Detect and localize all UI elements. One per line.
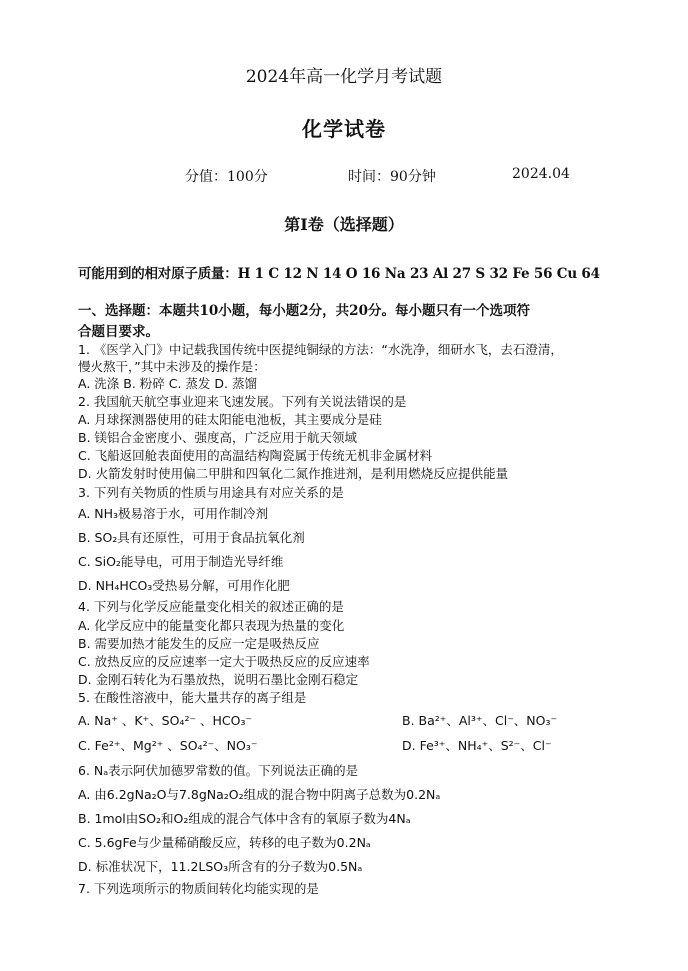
q4-option-d: D. 金刚石转化为石墨放热，说明石墨比金刚石稳定 xyxy=(78,672,359,687)
q3-stem: 3. 下列有关物质的性质与用途具有对应关系的是 xyxy=(78,485,344,500)
q4-stem: 4. 下列与化学反应能量变化相关的叙述正确的是 xyxy=(78,599,344,614)
score-info: 分值：100分 xyxy=(185,169,268,185)
q2-stem: 2. 我国航天航空事业迎来飞速发展。下列有关说法错误的是 xyxy=(78,394,407,409)
atomic-masses: 可能用到的相对原子质量：H 1 C 12 N 14 O 16 Na 23 Al 27 S 32 Fe 56 Cu 64 xyxy=(78,266,600,282)
q2-option-d: D. 火箭发射时使用偏二甲肼和四氧化二氮作推进剂，是利用燃烧反应提供能量 xyxy=(78,466,509,481)
time-info: 时间：90分钟 xyxy=(348,169,436,185)
q6-option-b: B. 1mol由SO₂和O₂组成的混合气体中含有的氧原子数为4Nₐ xyxy=(78,811,411,826)
q3-option-b: B. SO₂具有还原性，可用于食品抗氧化剂 xyxy=(78,530,305,545)
exam-title: 2024年高一化学月考试题 xyxy=(245,67,443,87)
q3-option-d: D. NH₄HCO₃受热易分解，可用作化肥 xyxy=(78,578,290,593)
instructions-line1: 一、选择题：本题共10小题，每小题2分，共20分。每小题只有一个选项符 xyxy=(78,303,530,319)
q5-stem: 5. 在酸性溶液中，能大量共存的离子组是 xyxy=(78,690,307,705)
instructions-line2: 合题目要求。 xyxy=(78,324,159,340)
q5-option-b: B. Ba²⁺、Al³⁺、Cl⁻、NO₃⁻ xyxy=(402,713,558,728)
q6-option-c: C. 5.6gFe与少量稀硝酸反应，转移的电子数为0.2Nₐ xyxy=(78,835,371,850)
q2-option-c: C. 飞船返回舱表面使用的高温结构陶瓷属于传统无机非金属材料 xyxy=(78,448,433,463)
q1-stem-line1: 1. 《医学入门》中记载我国传统中医提纯铜绿的方法：“水洗净，细研水飞，去石澄清， xyxy=(78,342,563,357)
exam-date: 2024.04 xyxy=(512,166,570,182)
q1-stem-line2: 慢火熬干，”其中未涉及的操作是： xyxy=(78,359,266,374)
q3-option-c: C. SiO₂能导电，可用于制造光导纤维 xyxy=(78,554,284,569)
q5-option-a: A. Na⁺ 、K⁺、SO₄²⁻ 、HCO₃⁻ xyxy=(78,713,253,728)
q4-option-b: B. 需要加热才能发生的反应一定是吸热反应 xyxy=(78,636,320,651)
q4-option-a: A. 化学反应中的能量变化都只表现为热量的变化 xyxy=(78,618,345,633)
q6-stem: 6. Nₐ表示阿伏加德罗常数的值。下列说法正确的是 xyxy=(78,763,359,778)
q2-option-b: B. 镁铝合金密度小、强度高，广泛应用于航天领域 xyxy=(78,430,358,445)
q1-options: A. 洗涤 B. 粉碎 C. 蒸发 D. 蒸馏 xyxy=(78,376,257,391)
paper-title: 化学试卷 xyxy=(302,117,386,141)
q6-option-d: D. 标准状况下，11.2LSO₃所含有的分子数为0.5Nₐ xyxy=(78,859,363,874)
q7-stem: 7. 下列选项所示的物质间转化均能实现的是 xyxy=(78,881,319,896)
q5-option-d: D. Fe³⁺、NH₄⁺、S²⁻、Cl⁻ xyxy=(402,738,552,753)
q6-option-a: A. 由6.2gNa₂O与7.8gNa₂O₂组成的混合物中阴离子总数为0.2Nₐ xyxy=(78,787,441,802)
q2-option-a: A. 月球探测器使用的硅太阳能电池板，其主要成分是硅 xyxy=(78,412,382,427)
q4-option-c: C. 放热反应的反应速率一定大于吸热反应的反应速率 xyxy=(78,654,370,669)
section-title: 第I卷（选择题） xyxy=(284,215,404,234)
q3-option-a: A. NH₃极易溶于水，可用作制冷剂 xyxy=(78,506,269,521)
q5-option-c: C. Fe²⁺、Mg²⁺ 、SO₄²⁻、NO₃⁻ xyxy=(78,738,258,753)
